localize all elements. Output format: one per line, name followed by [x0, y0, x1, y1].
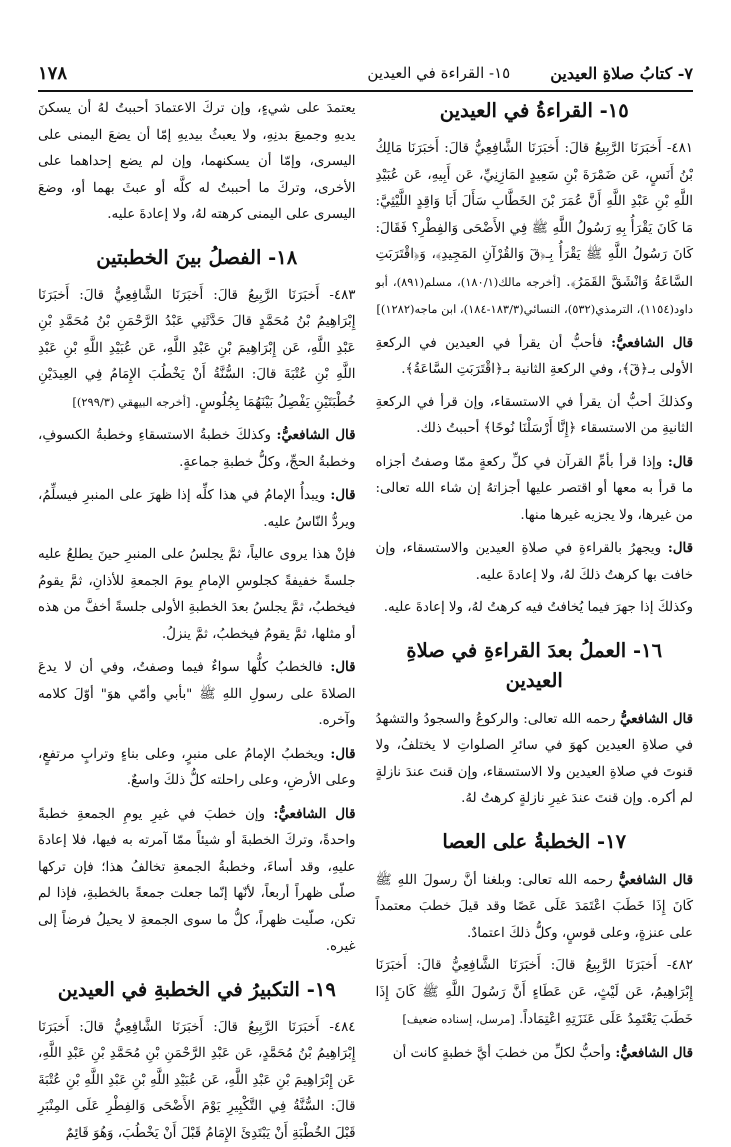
paragraph-text: وأحبُّ لكلِّ من خطبَ أيَّ خطبةٍ كانت أن [393, 1046, 611, 1061]
paragraph [38, 422, 356, 476]
paragraph-text: ويبدأُ الإمامُ في هذا كلِّه إذا ظهرَ على المنبرِ فيسلِّمُ، ويردُّ النّاسُ عليه. [38, 488, 356, 530]
text-columns [38, 96, 693, 1106]
paragraph-lead: قال: [330, 659, 355, 675]
hadith-483-text: ٤٨٣- أَخبَرَنَا الرَّبِيعُ قالَ: أَخبَرَنَا الشَّافِعِيُّ قالَ: أَخبَرَنَا إِبْرَاهِيمُ بْنُ مُحَمَّدٍ قالَ حَدَّثَنِي عَبْدُ الرَّحْمَنِ بْنُ مُحَمَّدِ بْنِ عَبْدِ اللَّهِ، عَن إِبْرَاهِيمَ بْنِ عَبْدِ اللَّهِ، عَن عُبَيْدِ اللَّهِ بْنِ عَبْدِ اللَّهِ بْنِ عُتْبَةَ قالَ: السُّنَّةُ أَنْ يَخْطُبَ الإِمَامُ فِي العِيدَيْنِ خُطْبَتَيْنِ يَفْصِلُ بَيْنَهُمَا بِجُلُوسٍ. [38, 288, 356, 410]
paragraph-lead: قال: [668, 540, 693, 556]
paragraph [38, 654, 356, 735]
header-chapter-title: ١٥- القراءة في العيدين [367, 64, 510, 82]
section-heading-16: ١٦- العملُ بعدَ القراءةِ في صلاةِ العيدين [376, 636, 694, 696]
paragraph-lead: قال الشافعيُّ: [615, 1045, 693, 1061]
paragraph-text: ويخطبُ الإمامُ على منبرٍ، وعلى بناءٍ وترابٍ مرتفعٍ، وعلى الأرضِ، وعلى راحلته كلُّ ذلكَ واسعٌ. [38, 747, 356, 789]
hadith-483 [38, 283, 356, 417]
hadith-481 [376, 136, 694, 324]
page-number: ١٧٨ [38, 63, 67, 84]
paragraph [38, 741, 356, 795]
section-heading-19: ١٩- التكبيرُ في الخطبةِ في العيدين [38, 975, 356, 1005]
paragraph: فإنْ هذا يروى عالياً، ثمَّ يجلسُ على المنبرِ حينَ يطلعُ عليه جلسةً خفيفةً كجلوسِ الإمامِ يومَ الجمعةِ للأذانِ، ثمَّ يقومُ فيخطبُ، ثمَّ يجلسُ بعدَ الخطبةِ الأولى جلسةً أخفَّ من هذه أو مثلها، ثمَّ يقومُ فيخطبُ، ثمَّ ينزلُ. [38, 542, 356, 648]
paragraph: وكذلكَ إذا جهرَ فيما يُخافتُ فيه كرهتُ لهُ، ولا إعادةَ عليه. [376, 595, 694, 622]
paragraph-lead: قال الشافعيُّ: [611, 335, 693, 351]
paragraph [376, 535, 694, 589]
paragraph [376, 330, 694, 384]
right-column [376, 96, 694, 1106]
paragraph-text: رحمه الله تعالى: والركوعُ والسجودُ والتشهدُ في صلاةِ العيدين كهوَ في سائرِ الصلواتِ لا يختلفُ، ولا قنوتَ في صلاةِ العيدين ولا الاستسقاء، وإن قنتَ عندَ نازلةٍ لم أكره. وإن قنتَ عندَ غيرِ نازلةٍ كرهتُ لهُ. [376, 712, 694, 807]
paragraph-lead: قال: [668, 454, 693, 470]
header-book-title: ٧- كتابُ صلاةِ العيدين [550, 64, 693, 83]
paragraph-text: ويجهرُ بالقراءةِ في صلاةِ العيدين والاستسقاء، وإن خافت بها كرهتُ ذلكَ لهُ، ولا إعادةَ عليه. [376, 541, 694, 583]
hadith-483-source: [أخرجه البيهقي (٢٩٩/٣)] [72, 395, 190, 409]
paragraph [376, 1040, 694, 1068]
paragraph-text: رحمه الله تعالى: وبلغنا أنَّ رسولَ اللهِ ﷺ كَانَ إِذَا خَطَبَ اعْتَمَدَ عَلَى عَصًا وقد قيلَ خطبَ معتمداً على عنزةٍ، وعلى قوسٍ، وكلُّ ذلكَ اعتمادٌ. [376, 873, 694, 941]
paragraph-lead: قال الشافعيُّ: [277, 427, 356, 443]
section-heading-18: ١٨- الفصلُ بينَ الخطبتين [38, 243, 356, 273]
paragraph [38, 801, 356, 961]
hadith-482-text: ٤٨٢- أَخبَرَنَا الرَّبِيعُ قالَ: أَخبَرَنَا الشَّافِعِيُّ قالَ: أَخبَرَنَا إِبْرَاهِيمُ، عَن لَيْثٍ، عَن عَطَاءٍ أَنَّ رَسُولَ اللَّهِ ﷺ كَانَ إِذَا خَطَبَ يَعْتَمِدُ عَلَى عَنَزَتِهِ اعْتِمَاداً. [376, 958, 694, 1027]
section-heading-15: ١٥- القراءةُ في العيدين [376, 96, 694, 126]
paragraph-lead: قال الشافعيُّ [619, 872, 693, 888]
paragraph-text: وإذا قرأ بأمِّ القرآن في كلِّ ركعةٍ ممّا وصفتُ أجزاه ما قرأ به معها أو اقتصر عليها أجزاتهُ إن شاء الله تعالى: من غيرها، ولا يجزيه غيرها منها. [376, 455, 694, 523]
running-header [38, 56, 693, 92]
paragraph [376, 706, 694, 813]
paragraph [376, 449, 694, 530]
paragraph-text: فأحبُّ أن يقرأ في العيدين في الركعةِ الأولى بـ﴿قٓ﴾، وفي الركعةِ الثانية بـ﴿اقْتَرَبَتِ السَّاعَةُ﴾. [376, 336, 694, 378]
paragraph-lead: قال الشافعيُّ: [274, 806, 356, 822]
hadith-481-source: [أخرجه مالك(١٨٠/١)، مسلم(٨٩١)، أبو داود(١١٥٤)، الترمذي(٥٣٢)، النسائي(١٨٣/٣-١٨٤)، ابن ماجه(١٢٨٢)] [376, 275, 694, 317]
paragraph: وكذلكَ أحبُّ أن يقرأ في الاستسقاء، وإن قرأ في الركعةِ الثانيةِ من الاستسقاء ﴿إِنَّا أَرْسَلْنَا نُوحًا﴾ أحببتُ ذلك. [376, 390, 694, 443]
hadith-484: ٤٨٤- أَخبَرَنَا الرَّبِيعُ قالَ: أَخبَرَنَا الشَّافِعِيُّ قالَ: أَخبَرَنَا إِبْرَاهِيمُ بْنُ مُحَمَّدٍ، عَن عَبْدِ الرَّحْمَنِ بْنِ مُحَمَّدِ بْنِ عَبْدِ اللَّهِ، عَن إِبْرَاهِيمَ بْنِ عَبْدِ اللَّهِ، عَن عُبَيْدِ اللَّهِ بْنِ عَبْدِ اللَّهِ بْنِ عُتْبَةَ قالَ: السُّنَّةُ فِي التَّكْبِيرِ يَوْمَ الأَضْحَى وَالفِطْرِ عَلَى المِنْبَرِ قَبْلَ الخُطْبَةِ أَنْ يَبْتَدِئَ الإِمَامُ قَبْلَ أَنْ يَخْطُبَ، وَهُوَ قَائِمٌ [38, 1015, 356, 1147]
left-column [38, 96, 356, 1106]
hadith-482-source: [مرسل، إسناده ضعيف] [402, 1012, 514, 1026]
paragraph: يعتمدَ على شيءٍ، وإن تركَ الاعتمادَ أحببتُ لهُ أن يسكنَ يديهِ وجميعَ بدنِهِ، ولا يعبثُ بيديهِ إمّا أن يضعَ اليمنى على اليسرى، وإمّا أن يسكنهما، وإن لم يضع إحداهما على الأخرى، وتركَ ما أحببتُ له كلَّه أو عبثَ بهما أو، وضعَ اليسرى على اليمنى كرهته لهُ، ولا إعادةَ عليه. [38, 96, 356, 229]
paragraph-text: وإن خطبَ في غيرِ يومِ الجمعةِ خطبةً واحدةً، وتركَ الخطبةَ أو شيئاً ممّا آمرته به فيها، فلا إعادةَ عليهِ، وقد أساءَ، وخطبةُ الجمعةِ تخالفُ هذا؛ فإن تركها صلّى ظهراً أربعاً، لأنّها إنّما جعلت جمعةً بالخطبةِ، فإذا لم تكن، صلّيت ظهراً، كلُّ ما سوى الجمعةِ لا يحيلُ فرضاً إلى غيره. [38, 807, 356, 955]
paragraph-text: فالخطبُ كلُّها سواءٌ فيما وصفتُ، وفي أن لا يدعَ الصلاةَ على رسولِ اللهِ ﷺ "بأبي وأمّي هوَ" أوّلَ كلامه وآخره. [38, 660, 356, 728]
paragraph-lead: قال: [330, 487, 355, 503]
paragraph-text: وكذلكَ خطبةُ الاستسقاءِ وخطبةُ الكسوفِ، وخطبةُ الحجِّ، وكلُّ خطبةِ جماعةٍ. [38, 428, 356, 470]
hadith-481-text: ٤٨١- أَخبَرَنَا الرَّبِيعُ قالَ: أَخبَرَنَا الشَّافِعِيُّ قالَ: أَخبَرَنَا مَالِكُ بْنُ أَنَسٍ، عَن ضَمْرَةَ بْنِ سَعِيدٍ المَازِنِيِّ، عَن أَبِيهِ، عَن عُبَيْدِ اللَّهِ بْنِ عَبْدِ اللَّهِ أَنَّ عُمَرَ بْنَ الخَطَّابِ سَأَلَ أَبَا وَاقِدٍ اللَّيْثِيَّ: مَا كَانَ يَقْرَأُ بِهِ رَسُولُ اللَّهِ ﷺ فِي الأَضْحَى وَالفِطْرِ؟ فَقَالَ: كَانَ رَسُولُ اللَّهِ ﷺ يَقْرَأُ بِـ﴿قٓ وَالقُرْآنِ المَجِيدِ﴾، وَ﴿اقْتَرَبَتِ السَّاعَةُ وَانْشَقَّ القَمَرُ﴾. [376, 141, 694, 290]
hadith-482 [376, 953, 694, 1034]
paragraph [38, 482, 356, 536]
paragraph [376, 867, 694, 948]
paragraph-lead: قال الشافعيُّ [620, 711, 693, 727]
paragraph-lead: قال: [330, 746, 355, 762]
section-heading-17: ١٧- الخطبةُ على العصا [376, 827, 694, 857]
